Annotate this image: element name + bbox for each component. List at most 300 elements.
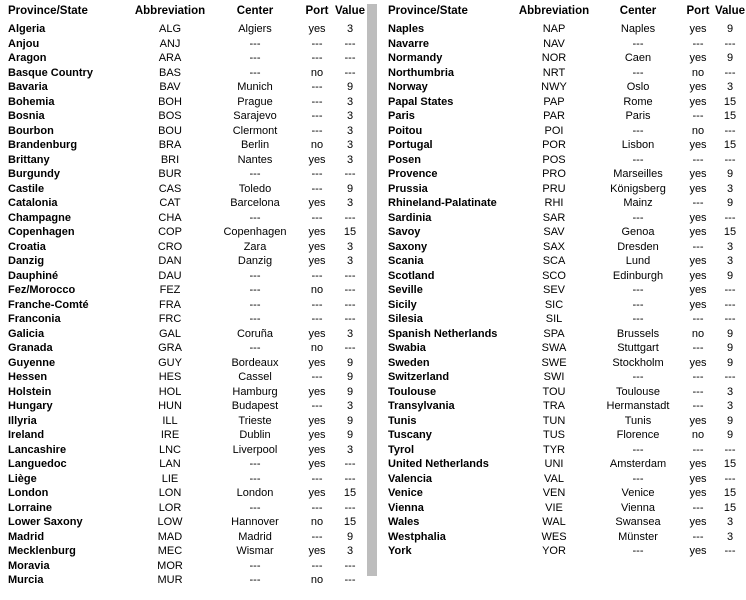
center-cell: Edinburgh <box>612 269 664 282</box>
center-cell: Naples <box>620 23 656 35</box>
port-cell: yes <box>689 414 707 427</box>
value-cell: 9 <box>346 356 354 369</box>
center-cell: Lund <box>625 255 651 267</box>
port-cell: no <box>691 327 705 340</box>
table-row <box>0 341 366 356</box>
center-cell: Genoa <box>621 226 655 238</box>
province-cell: Toulouse <box>388 385 437 398</box>
center-cell: --- <box>632 472 644 485</box>
abbreviation-cell: BOS <box>158 110 182 122</box>
abbreviation-cell: ANJ <box>159 37 181 50</box>
value-cell: 3 <box>346 255 354 267</box>
abbreviation-cell: FEZ <box>159 284 181 296</box>
value-cell: --- <box>344 168 356 180</box>
value-cell: --- <box>344 501 356 514</box>
table-row <box>380 385 746 400</box>
table-row <box>380 269 746 284</box>
value-cell: 9 <box>346 385 354 398</box>
abbreviation-cell: MEC <box>157 545 183 557</box>
port-cell: yes <box>689 458 707 470</box>
value-cell: --- <box>724 124 736 137</box>
abbreviation-cell: SWE <box>541 356 567 369</box>
value-cell: 15 <box>723 110 737 122</box>
value-cell: 3 <box>726 385 734 398</box>
port-cell: yes <box>689 95 707 108</box>
province-cell: London <box>8 487 49 499</box>
abbreviation-cell: BAV <box>159 81 181 93</box>
value-cell: 9 <box>726 197 734 209</box>
value-cell: 15 <box>343 516 357 528</box>
abbreviation-cell: LON <box>158 487 182 499</box>
port-cell: yes <box>308 226 326 238</box>
abbreviation-cell: HES <box>158 371 182 383</box>
province-cell: Scania <box>388 255 424 267</box>
center-cell: Hannover <box>231 516 279 528</box>
value-cell: 3 <box>346 95 354 108</box>
province-cell: Franche-Comté <box>8 298 89 311</box>
table-row <box>380 109 746 124</box>
province-cell: Bosnia <box>8 110 45 122</box>
port-cell: yes <box>689 255 707 267</box>
table-row <box>0 530 366 545</box>
abbreviation-cell: SPA <box>543 327 565 340</box>
table-row <box>380 95 746 110</box>
abbreviation-cell: WES <box>541 530 567 543</box>
table-row <box>380 66 746 81</box>
port-cell: yes <box>308 443 326 456</box>
value-cell: --- <box>344 66 356 79</box>
value-cell: --- <box>724 153 736 166</box>
abbreviation-cell: DAU <box>158 269 182 282</box>
port-cell: yes <box>689 226 707 238</box>
value-cell: 3 <box>346 139 354 151</box>
province-cell: Tunis <box>388 414 417 427</box>
port-cell: --- <box>311 298 323 311</box>
abbreviation-cell: DAN <box>158 255 182 267</box>
port-cell: --- <box>311 530 323 543</box>
value-cell: 3 <box>726 530 734 543</box>
province-cell: Holstein <box>8 385 52 398</box>
province-cell: Brandenburg <box>8 139 78 151</box>
port-cell: --- <box>692 385 704 398</box>
port-cell: yes <box>689 298 707 311</box>
abbreviation-cell: BUR <box>158 168 182 180</box>
port-cell: --- <box>692 240 704 253</box>
port-cell: --- <box>311 52 323 64</box>
province-cell: Spanish Netherlands <box>388 327 498 340</box>
port-cell: yes <box>308 414 326 427</box>
value-cell: 15 <box>723 501 737 514</box>
port-cell: --- <box>311 371 323 383</box>
value-cell: 15 <box>343 226 357 238</box>
port-cell: --- <box>311 124 323 137</box>
value-cell: 9 <box>346 371 354 383</box>
port-cell: --- <box>311 110 323 122</box>
center-cell: --- <box>249 458 261 470</box>
table-row <box>0 283 366 298</box>
port-cell: --- <box>311 501 323 514</box>
center-cell: --- <box>632 124 644 137</box>
port-cell: --- <box>692 400 704 412</box>
table-row <box>380 399 746 414</box>
center-cell: Nantes <box>237 153 273 166</box>
table-row <box>380 356 746 371</box>
table-row <box>0 298 366 313</box>
header-port: Port <box>305 5 329 17</box>
table-row <box>0 559 366 574</box>
province-cell: Norway <box>388 81 428 93</box>
province-cell: Hessen <box>8 371 48 383</box>
table-row <box>0 443 366 458</box>
center-cell: --- <box>249 284 261 296</box>
province-cell: Venice <box>388 487 423 499</box>
value-cell: 3 <box>346 197 354 209</box>
port-cell: yes <box>308 240 326 253</box>
table-row <box>0 457 366 472</box>
center-cell: --- <box>249 211 261 224</box>
province-cell: Bavaria <box>8 81 48 93</box>
value-cell: 9 <box>346 81 354 93</box>
province-cell: Westphalia <box>388 530 446 543</box>
table-row <box>0 356 366 371</box>
value-cell: 9 <box>726 52 734 64</box>
value-cell: 3 <box>346 153 354 166</box>
center-cell: --- <box>632 443 644 456</box>
abbreviation-cell: VIE <box>545 501 563 514</box>
value-cell: --- <box>724 371 736 383</box>
center-cell: Caen <box>624 52 652 64</box>
value-cell: --- <box>344 574 356 586</box>
port-cell: yes <box>308 487 326 499</box>
abbreviation-cell: UNI <box>544 458 564 470</box>
table-row <box>0 544 366 559</box>
abbreviation-cell: HOL <box>158 385 182 398</box>
table-row <box>380 138 746 153</box>
port-cell: --- <box>311 182 323 195</box>
table-body-left <box>0 22 366 588</box>
table-row <box>380 341 746 356</box>
abbreviation-cell: LOW <box>157 516 183 528</box>
center-cell: Florence <box>616 429 660 441</box>
center-cell: --- <box>249 37 261 50</box>
abbreviation-cell: WAL <box>542 516 566 528</box>
port-cell: yes <box>308 327 326 340</box>
province-cell: York <box>388 545 412 557</box>
center-cell: --- <box>249 52 261 64</box>
province-cell: Copenhagen <box>8 226 75 238</box>
province-cell: Galicia <box>8 327 45 340</box>
table-row <box>0 51 366 66</box>
value-cell: --- <box>344 342 356 354</box>
value-cell: 9 <box>726 269 734 282</box>
province-cell: Seville <box>388 284 423 296</box>
center-cell: --- <box>249 66 261 79</box>
abbreviation-cell: PRU <box>542 182 566 195</box>
table-row <box>0 109 366 124</box>
province-cell: Prussia <box>388 182 428 195</box>
center-cell: Coruña <box>236 327 274 340</box>
column-divider <box>367 4 377 576</box>
abbreviation-cell: NRT <box>542 66 566 79</box>
province-cell: Sardinia <box>388 211 432 224</box>
value-cell: --- <box>344 269 356 282</box>
center-cell: Budapest <box>231 400 279 412</box>
value-cell: 3 <box>726 182 734 195</box>
table-row <box>380 211 746 226</box>
abbreviation-cell: CHA <box>158 211 182 224</box>
abbreviation-cell: SCO <box>542 269 566 282</box>
center-cell: Oslo <box>626 81 650 93</box>
value-cell: --- <box>344 458 356 470</box>
province-cell: Danzig <box>8 255 45 267</box>
center-cell: --- <box>249 342 261 354</box>
value-cell: 3 <box>346 23 354 35</box>
center-cell: --- <box>249 269 261 282</box>
abbreviation-cell: POS <box>542 153 566 166</box>
value-cell: 15 <box>723 458 737 470</box>
abbreviation-cell: YOR <box>542 545 566 557</box>
province-cell: Moravia <box>8 559 50 572</box>
value-cell: 9 <box>726 342 734 354</box>
port-cell: yes <box>689 211 707 224</box>
center-cell: Madrid <box>238 530 272 543</box>
province-cell: Languedoc <box>8 458 67 470</box>
province-cell: Catalonia <box>8 197 58 209</box>
center-cell: Dresden <box>617 240 659 253</box>
abbreviation-cell: NOR <box>541 52 567 64</box>
value-cell: 3 <box>346 327 354 340</box>
center-cell: Swansea <box>615 516 661 528</box>
value-cell: 3 <box>346 545 354 557</box>
abbreviation-cell: NAP <box>542 23 566 35</box>
value-cell: 3 <box>726 81 734 93</box>
center-cell: Danzig <box>237 255 273 267</box>
value-cell: 15 <box>723 95 737 108</box>
header-abbreviation: Abbreviation <box>134 5 206 17</box>
center-cell: Bordeaux <box>231 356 279 369</box>
center-cell: Tunis <box>624 414 652 427</box>
port-cell: yes <box>689 139 707 151</box>
province-cell: Tyrol <box>388 443 415 456</box>
port-cell: --- <box>692 313 704 325</box>
abbreviation-cell: SWI <box>543 371 565 383</box>
value-cell: --- <box>344 298 356 311</box>
table-row <box>380 312 746 327</box>
value-cell: 9 <box>726 429 734 441</box>
center-cell: Clermont <box>232 124 278 137</box>
table-row <box>0 254 366 269</box>
port-cell: --- <box>311 168 323 180</box>
abbreviation-cell: PRO <box>542 168 566 180</box>
province-cell: Wales <box>388 516 420 528</box>
port-cell: --- <box>311 400 323 412</box>
port-cell: --- <box>311 37 323 50</box>
value-cell: --- <box>724 211 736 224</box>
port-cell: yes <box>308 153 326 166</box>
port-cell: yes <box>308 356 326 369</box>
abbreviation-cell: SAR <box>542 211 566 224</box>
value-cell: --- <box>724 298 736 311</box>
abbreviation-cell: BOU <box>158 124 182 137</box>
table-row <box>380 80 746 95</box>
center-cell: --- <box>249 168 261 180</box>
center-cell: Berlin <box>240 139 270 151</box>
province-cell: Vienna <box>388 501 424 514</box>
abbreviation-cell: SIL <box>545 313 563 325</box>
port-cell: yes <box>308 385 326 398</box>
table-row <box>0 211 366 226</box>
table-row <box>0 501 366 516</box>
center-cell: Wismar <box>236 545 274 557</box>
table-row <box>380 37 746 52</box>
center-cell: Mainz <box>623 197 653 209</box>
abbreviation-cell: LOR <box>158 501 182 514</box>
port-cell: no <box>310 284 324 296</box>
abbreviation-cell: FRA <box>159 298 181 311</box>
port-cell: yes <box>689 168 707 180</box>
province-cell: Croatia <box>8 240 46 253</box>
center-cell: Zara <box>243 240 267 253</box>
center-cell: Marseilles <box>613 168 663 180</box>
abbreviation-cell: BOH <box>158 95 182 108</box>
value-cell: 9 <box>346 414 354 427</box>
abbreviation-cell: TOU <box>542 385 566 398</box>
table-row <box>0 472 366 487</box>
port-cell: no <box>691 66 705 79</box>
province-cell: Lorraine <box>8 501 53 514</box>
header-center: Center <box>619 5 657 17</box>
port-cell: --- <box>311 211 323 224</box>
port-cell: --- <box>311 81 323 93</box>
province-cell: United Netherlands <box>388 458 489 470</box>
table-row <box>0 312 366 327</box>
port-cell: yes <box>689 81 707 93</box>
province-cell: Anjou <box>8 37 40 50</box>
center-cell: Münster <box>618 530 658 543</box>
value-cell: --- <box>344 37 356 50</box>
abbreviation-cell: ILL <box>162 414 178 427</box>
header-row <box>380 0 746 22</box>
abbreviation-cell: SAX <box>542 240 565 253</box>
right-table-section <box>380 0 746 559</box>
center-cell: Rome <box>623 95 653 108</box>
province-cell: Poitou <box>388 124 423 137</box>
table-row <box>0 515 366 530</box>
port-cell: yes <box>689 269 707 282</box>
province-table-right <box>380 0 746 559</box>
province-cell: Mecklenburg <box>8 545 76 557</box>
port-cell: yes <box>689 516 707 528</box>
table-row <box>380 240 746 255</box>
table-row <box>0 153 366 168</box>
center-cell: Vienna <box>620 501 656 514</box>
province-cell: Navarre <box>388 37 429 50</box>
center-cell: --- <box>632 313 644 325</box>
port-cell: --- <box>692 197 704 209</box>
value-cell: 3 <box>346 443 354 456</box>
value-cell: 9 <box>726 23 734 35</box>
port-cell: yes <box>689 182 707 195</box>
table-row <box>0 95 366 110</box>
center-cell: --- <box>249 472 261 485</box>
center-cell: Cassel <box>238 371 272 383</box>
table-row <box>0 428 366 443</box>
value-cell: 3 <box>346 240 354 253</box>
abbreviation-cell: BAS <box>158 66 181 79</box>
port-cell: --- <box>692 443 704 456</box>
table-row <box>0 573 366 588</box>
province-cell: Northumbria <box>388 66 454 79</box>
province-cell: Saxony <box>388 240 428 253</box>
table-row <box>0 196 366 211</box>
port-cell: no <box>310 342 324 354</box>
port-cell: yes <box>308 197 326 209</box>
table-row <box>0 399 366 414</box>
abbreviation-cell: TRA <box>543 400 565 412</box>
abbreviation-cell: SWA <box>541 342 567 354</box>
province-cell: Paris <box>388 110 415 122</box>
province-cell: Murcia <box>8 574 44 586</box>
port-cell: no <box>310 574 324 586</box>
table-row <box>380 225 746 240</box>
center-cell: Lisbon <box>621 139 655 151</box>
abbreviation-cell: IRE <box>160 429 180 441</box>
abbreviation-cell: GRA <box>158 342 182 354</box>
abbreviation-cell: CRO <box>157 240 183 253</box>
value-cell: --- <box>724 472 736 485</box>
center-cell: Algiers <box>238 23 272 35</box>
abbreviation-cell: NWY <box>541 81 567 93</box>
center-cell: --- <box>632 545 644 557</box>
port-cell: yes <box>689 472 707 485</box>
port-cell: yes <box>689 23 707 35</box>
province-cell: Castile <box>8 182 45 195</box>
value-cell: 3 <box>346 124 354 137</box>
province-cell: Franconia <box>8 313 61 325</box>
province-cell: Brittany <box>8 153 50 166</box>
province-cell: Madrid <box>8 530 45 543</box>
abbreviation-cell: ALG <box>158 23 181 35</box>
center-cell: --- <box>632 153 644 166</box>
province-cell: Swabia <box>388 342 426 354</box>
province-cell: Guyenne <box>8 356 56 369</box>
province-cell: Valencia <box>388 472 433 485</box>
table-row <box>0 414 366 429</box>
table-row <box>380 370 746 385</box>
center-cell: --- <box>632 37 644 50</box>
abbreviation-cell: SEV <box>542 284 565 296</box>
value-cell: 9 <box>346 182 354 195</box>
abbreviation-cell: GUY <box>158 356 182 369</box>
port-cell: no <box>310 66 324 79</box>
port-cell: --- <box>311 559 323 572</box>
center-cell: --- <box>249 559 261 572</box>
province-cell: Burgundy <box>8 168 60 180</box>
province-cell: Transylvania <box>388 400 455 412</box>
value-cell: --- <box>344 211 356 224</box>
table-row <box>380 443 746 458</box>
center-cell: --- <box>632 284 644 296</box>
value-cell: 15 <box>343 487 357 499</box>
port-cell: yes <box>689 52 707 64</box>
abbreviation-cell: TYR <box>543 443 565 456</box>
port-cell: yes <box>308 255 326 267</box>
table-row <box>0 182 366 197</box>
center-cell: Sarajevo <box>233 110 277 122</box>
table-row <box>380 486 746 501</box>
center-cell: Munich <box>237 81 273 93</box>
province-cell: Granada <box>8 342 53 354</box>
